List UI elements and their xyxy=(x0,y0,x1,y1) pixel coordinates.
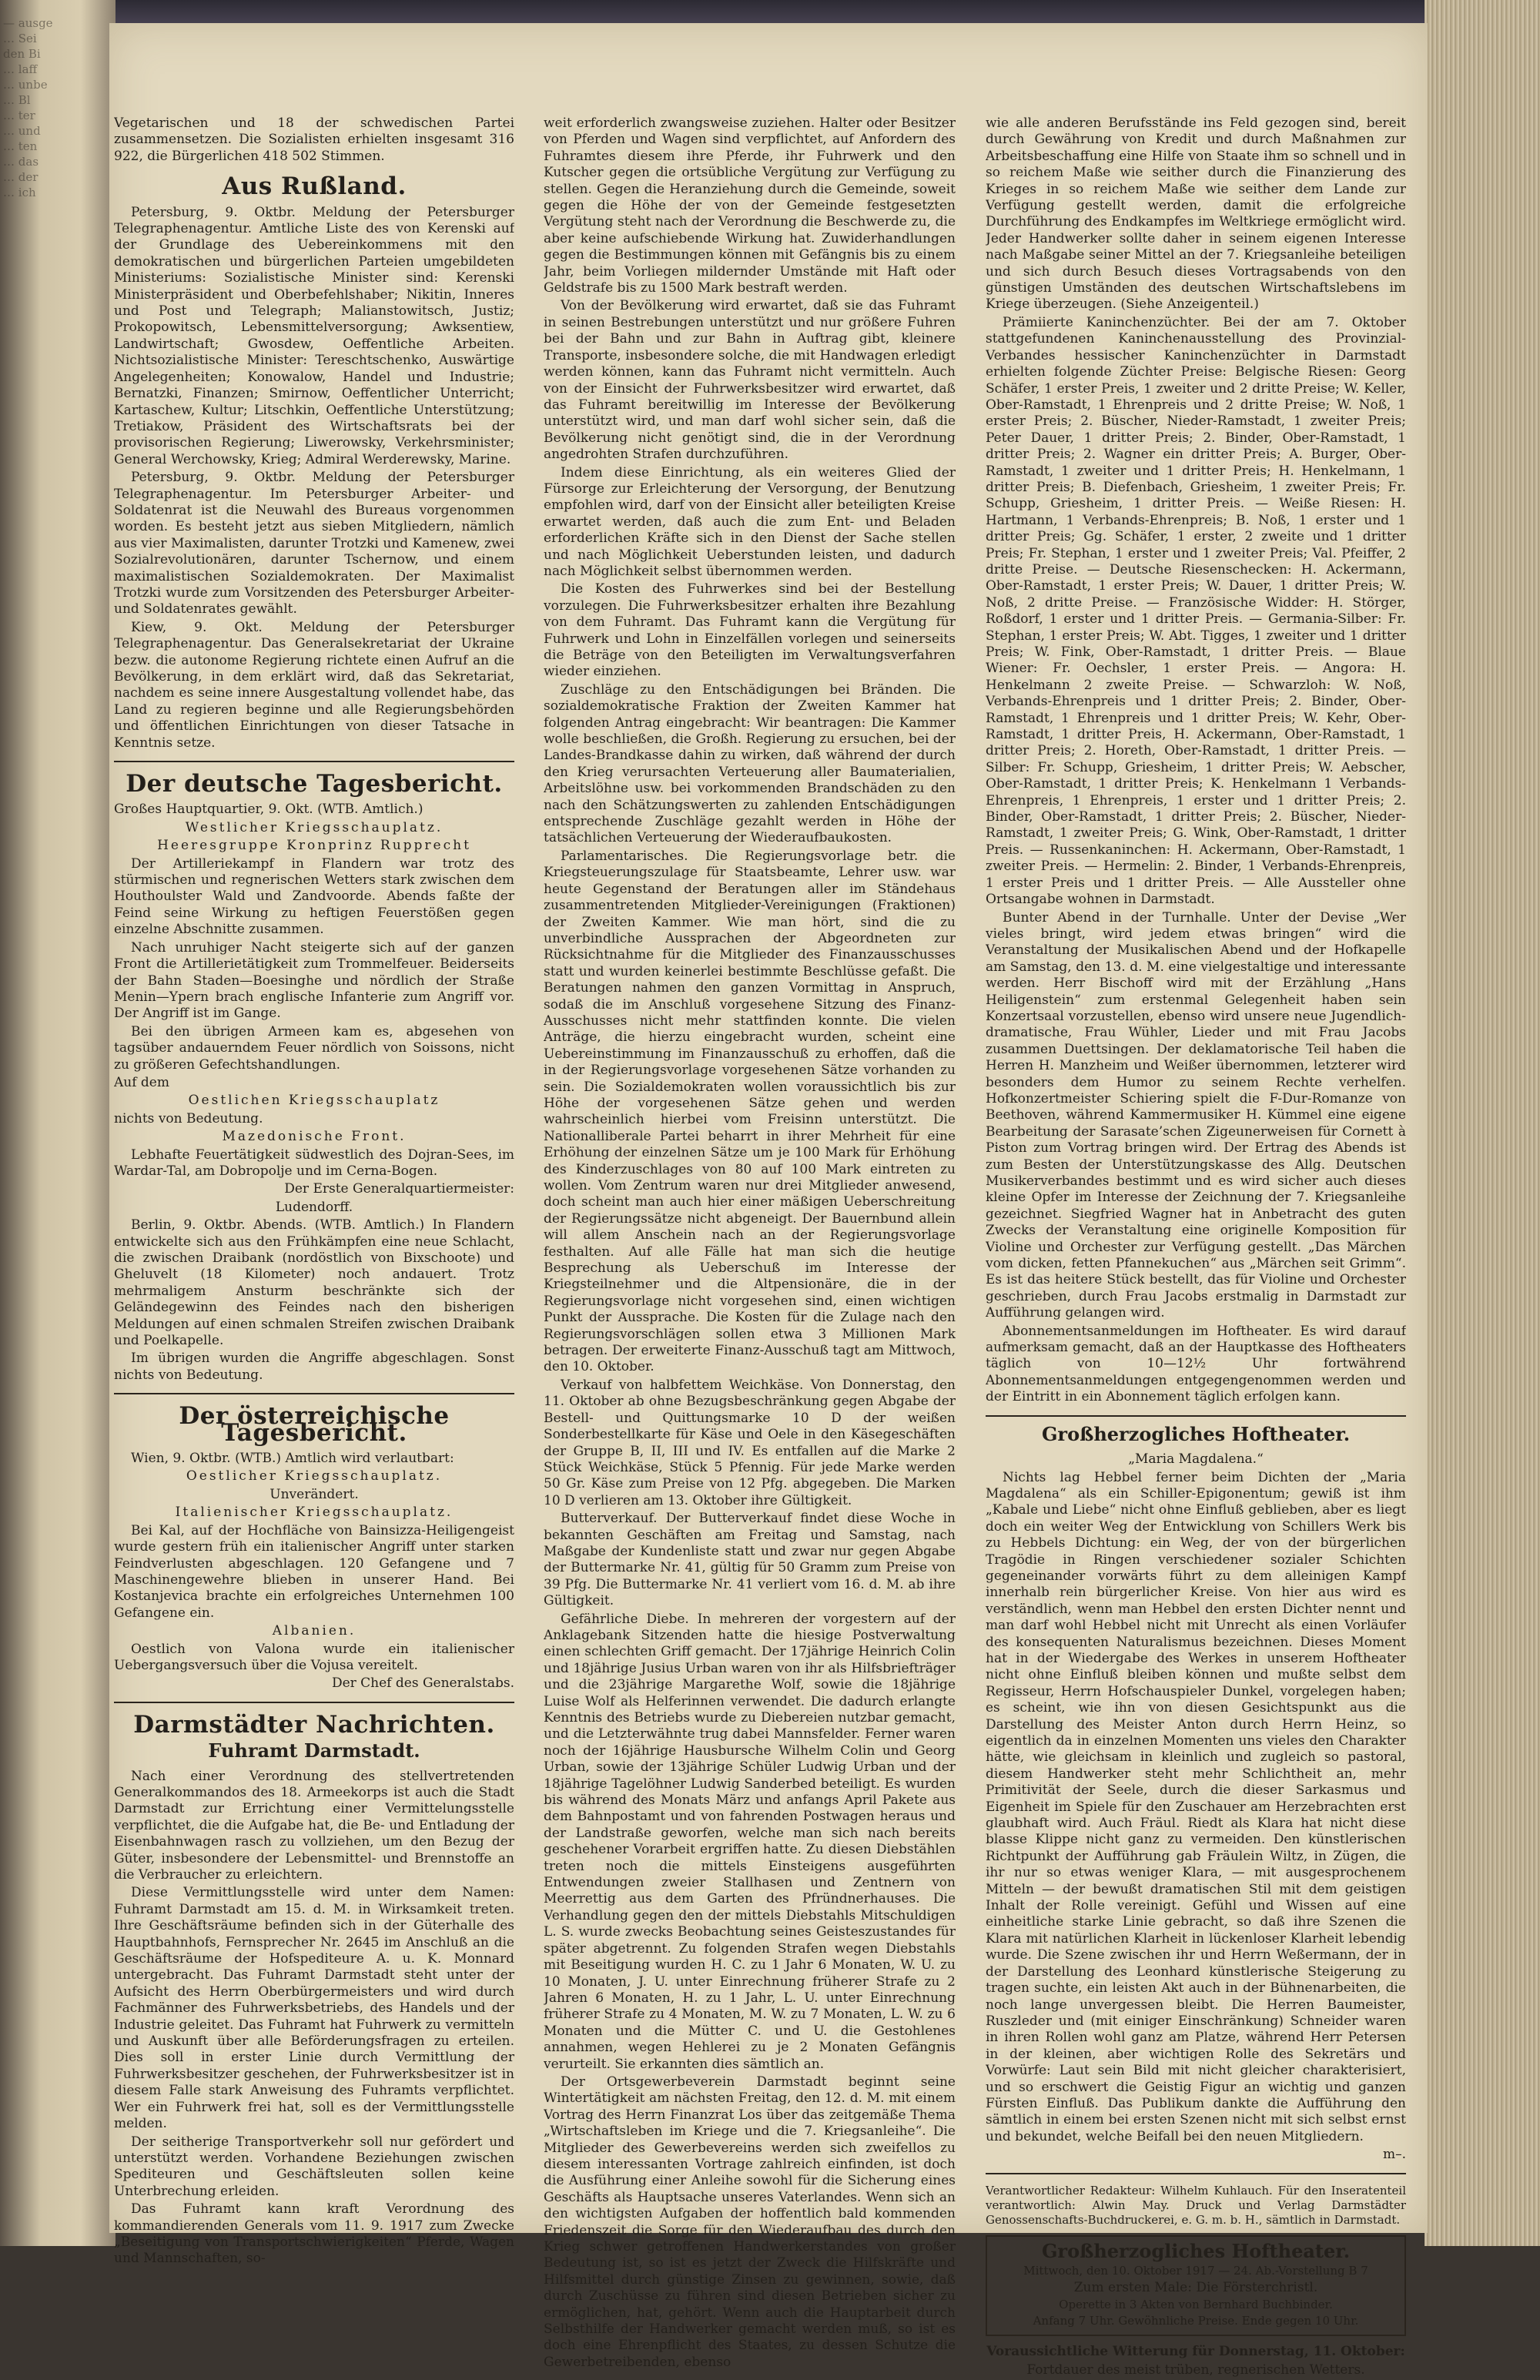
weather-title: Voraussichtliche Witterung für Donnerstag, 11. Oktober: xyxy=(986,2344,1405,2360)
western-front-title: Westlicher Kriegsschauplatz. xyxy=(185,819,444,835)
thieves-article: Gefährliche Diebe. In mehreren der vorgestern auf der Anklagebank Sitzenden hatte die hiesige Postverwaltung einen schlechten Griff gemacht. Der 17jährige Heinrich Colin und 18jährige Jusius Urban waren von ihr als Hilfsbriefträger und die 23jährige Margarethe Wolf, sowie die 18jährige Luise Wolf als Helferinnen verwendet. Die dadurch erlangte Kenntnis des Betriebs wurde zu Diebereien nutzbar gemacht, und die Letzterwähnte trug dabei Mannsfelder. Ferner waren noch der 16jährige Hausbursche Wilhelm Colin und Georg Urban, sowie der 13jährige Schüler Ludwig Urban und der 18jährige Tagelöhner Ludwig Sanderbed beteiligt. Es wurden bis während des Monats März und anfangs April Pakete aus dem Bahnpostamt und von fahrenden Postwagen heraus und der Landstraße geworfen, welche man sich nach bereits geschehener Vorarbeit ergriffen hatte. Zu diesen Diebstählen treten noch die mittels Einsteigens ausgeführten Entwendungen zweier Stallhasen und Zentnern von Meerrettig aus dem Garten des Pfründnerhauses. Die Verhandlung gegen den der mittels Diebstahls Mitschuldigen L. S. wurde zwecks Beobachtung seines Geisteszustandes für später abgetrennt. Zu folgenden Strafen wegen Diebstahls mit Beseitigung wurden H. C. zu 1 Jahr 6 Monaten, W. U. zu 10 Monaten, J. U. unter Einrechnung früherer Strafe zu 2 Jahren 6 Monaten, H. zu 1 Jahr, L. U. unter Einrechnung früherer Strafe zu 4 Monaten, M. W. zu 7 Monaten, L. W. zu 6 Monaten und die Mütter C. und U. die Gestohlenes annahmen, wegen Hehlerei zu je 2 Monaten Gefängnis verurteilt. Sie erkannten dies sämtlich an. xyxy=(544,1611,956,2072)
russia-paragraph-3: Kiew, 9. Okt. Meldung der Petersburger Telegraphenagentur. Das Generalsekretariat der Ukraine bezw. die autonome Regierung richtete einen Aufruf an die Bevölkerung, in dem erklärt wird, daß das Sekretariat, nachdem es seine innere Ausgestaltung vollendet habe, das Land zu regieren beginne und alle Regierungsbehörden und öffentlichen Einrichtungen von dieser Tatsache in Kenntnis setze. xyxy=(114,619,514,751)
heading-hoftheater-review: Großherzogliches Hoftheater. xyxy=(1041,1422,1351,1445)
cheese-sale-article: Verkauf von halbfettem Weichkäse. Von Donnerstag, den 11. Oktober ab ohne Bezugsbeschränkung gegen Abgabe der Bestell- und Quittungsmarke 10 D der weißen Sonderbestellkarte für Käse und Oele in den Käsegeschäften der Gruppe B, II, III und IV. Es entfallen auf die Marke 2 Stück Weichkäse, Stück 5 Pfennig. Für jede Marke werden 50 Gr. Käse zum Preise von 12 Pfg. abgegeben. Die Marken 10 D verlieren am 13. Oktober ihre Gültigkeit. xyxy=(544,1377,956,1508)
heading-fuhramt-darmstadt: Fuhramt Darmstadt. xyxy=(208,1739,420,1762)
fuhramt-paragraph-1: Nach einer Verordnung des stellvertretenden Generalkommandos des 18. Armeekorps ist auch die Stadt Darmstadt zur Errichtung einer Vermittelungsstelle verpflichtet, die die Aufgabe hat, die Be- und Entladung der Eisenbahnwagen rasch zu vollziehen, um den Bezug der Güter, insbesondere der Lebensmittel- und Brennstoffe an die Verbraucher zu erleichtern. xyxy=(114,1768,514,1883)
imprint: Verantwortlicher Redakteur: Wilhelm Kuhlauch. Für den Inseratenteil verantwortlich: Alwin May. Druck und Verlag Darmstädter Genossenschafts-Buchdruckerei, e. G. m. b. H., sämtlich in Darmstadt. xyxy=(986,2183,1406,2227)
austrian-eastern-front-title: Oestlicher Kriegsschauplatz. xyxy=(186,1468,443,1485)
berlin-paragraph-2: Im übrigen wurden die Angriffe abgeschlagen. Sonst nichts von Bedeutung. xyxy=(114,1351,514,1383)
opening-fragment: Vegetarischen und 18 der schwedischen Partei zusammensetzen. Die Sozialisten erhielten insgesamt 316 922, die Bürgerlichen 418 502 Stimmen. xyxy=(114,115,514,164)
program-times: Anfang 7 Uhr. Gewöhnliche Preise. Ende gegen 10 Uhr. xyxy=(1033,2314,1359,2328)
rabbit-breeders-article: Prämiierte Kaninchenzüchter. Bei der am 7. Oktober stattgefundenen Kaninchenausstellung des Provinzial-Verbandes hessischer Kaninchenzüchter in Darmstadt erhielten folgende Züchter Preise: Belgische Riesen: Georg Schäfer, 1 erster Preis, 1 zweiter und 2 dritte Preise; W. Keller, Ober-Ramstadt, 1 Ehrenpreis und 2 dritte Preise; W. Noß, 1 erster Preis; 2. Büscher, Nieder-Ramstadt, 1 zweiter Preis; Peter Dauer, 1 dritter Preis; 2. Binder, Ober-Ramstadt, 1 dritter Preis; 2. Wagner ein dritter Preis; A. Burger, Ober-Ramstadt, 1 zweiter und 1 dritter Preis; H. Henkelmann, 1 dritter Preis; B. Diefenbach, Griesheim, 1 zweiter Preis; Fr. Schupp, Griesheim, 1 dritter Preis. — Weiße Riesen: H. Hartmann, 1 Verbands-Ehrenpreis; B. Noß, 1 erster und 1 dritter Preis; Gg. Schäfer, 1 erster, 2 zweite und 1 dritter Preis; Fr. Stephan, 1 erster und 1 zweiter Preis; Val. Pfeiffer, 2 dritte Preise. — Deutsche Riesenschecken: H. Ackermann, Ober-Ramstadt, 1 erster Preis; W. Dauer, 1 dritter Preis; W. Noß, 2 dritte Preise. — Französische Widder: H. Störger, Roßdorf, 1 erster und 1 dritter Preis. — Germania-Silber: Fr. Stephan, 1 erster Preis; W. Abt. Tigges, 1 zweiter und 1 dritter Preis; W. Fink, Ober-Ramstadt, 1 dritter Preis. — Blaue Wiener: Fr. Oechsler, 1 erster Preis. — Angora: H. Henkelmann 2 zweite Preise. — Schwarzloh: W. Noß, Verbands-Ehrenpreis und 1 dritter Preis; 2. Binder, Ober-Ramstadt, 1 Ehrenpreis und 1 dritter Preis; W. Kehr, Ober-Ramstadt, 1 dritter Preis, H. Ackermann, Ober-Ramstadt, 1 dritter Preis; 2. Horeth, Ober-Ramstadt, 1 dritter Preis. — Silber: Fr. Schupp, Griesheim, 1 dritter Preis; W. Aebscher, Ober-Ramstadt, 1 dritter Preis; K. Henkelmann 1 Verbands-Ehrenpreis, 1 Ehrenpreis, 1 erster und 1 dritter Preis; 2. Binder, Ober-Ramstadt, 1 dritter Preis; 2. Büscher, Nieder-Ramstadt, 1 zweiter Preis; G. Wink, Ober-Ramstadt, 1 dritter Preis. — Russenkaninchen: H. Ackermann, Ober-Ramstadt, 1 zweiter Preis. — Hermelin: 2. Binder, 1 Verbands-Ehrenpreis, 1 erster Preis und 1 dritter Preis. — Alle Aussteller ohne Ortsangabe wohnen in Darmstadt. xyxy=(986,314,1406,908)
review-signature: m–. xyxy=(1382,2147,1406,2163)
german-dateline: Großes Hauptquartier, 9. Okt. (WTB. Amtlich.) xyxy=(114,802,424,818)
fuhramt-paragraph-2: Diese Vermittlungsstelle wird unter dem Namen: Fuhramt Darmstadt am 15. d. M. in Wirksamkeit treten. Ihre Geschäftsräume befinden sich in der Güterhalle des Hauptbahnhofs, Fernsprecher Nr. 2645 im Anschluß an die Geschäftsräume der Hofspediteure A. u. K. Monnard untergebracht. Das Fuhramt Darmstadt steht unter der Aufsicht des Herrn Oberbürgermeisters und wird durch Fachmänner des Fuhrwerksbetriebs, des Handels und der Industrie geleitet. Das Fuhramt hat Fuhrwerk zu vermitteln und Auskunft über alle Beförderungsfragen zu erteilen. Dies soll in erster Linie durch Vermittlung der Fuhrwerksbesitzer geschehen, der Fuhrwerksbesitzer ist in diesem Falle stark Anweisung des Fuhramts verpflichtet. Wer ein Fuhrwerk frei hat, soll es der Vermittlungsstelle melden. xyxy=(114,1885,514,2132)
theater-review-text: Nichts lag Hebbel ferner beim Dichten der „Maria Magdalena“ als ein Schiller-Epigonentum; gewiß ist ihm „Kabale und Liebe“ nicht ohne Einfluß geblieben, aber es liegt doch ein weiter Weg der Entwicklung von Schillers Werk bis zu Hebbels Dichtung: ein Weg, der von der bürgerlichen Tragödie in Ringen verschiedener sozialer Schichten gegeneinander vorwärts führt zu dem alleinigen Kampf innerhalb rein bürgerlicher Kreise. Von hier aus wird es verständlich, wenn man Hebbel den ersten Dichter nennt und man darf wohl Hebbel nicht mit Unrecht als einen Vorläufer des konsequenten Naturalismus bezeichnen. Dieses Moment hat in der Wiedergabe des Werkes in unserem Hoftheater nicht ohne Einfluß bleiben können und mußte selbst dem Regisseur, Herrn Hofschauspieler Dunkel, vorgelegen haben; es scheint, wie ihn von diesen Gesichtspunkt aus die Darstellung des Meister Anton durch Herrn Heinz, so eigentlich da in einzelnen Momenten uns vieles den Charakter hätte, wie gleichsam in kleinlich und zugleich so pastoral, diesem Handwerker steht mehr Schlichtheit an, mehr Primitivität der Seele, durch die dieser Sarkasmus und Eigenheit im Spiele für den Zuschauer am Herzebrachten erst glaubhaft wird. Auch Fräul. Riedt als Klara hat nicht diese blasse Klippe nicht ganz zu vermeiden. Den künstlerischen Richtpunkt der Aufführung gab Fräulein Wiltz, in Zügen, die ihr nur so etwas weniger Klara, — mit ausgesprochenem Mitteln — der bewußt dramatischen Stil mit dem geistigen Inhalt der Rolle vereinigt. Gefühl und Wissen auf eine einheitliche starke Linie gebracht, so daß ihre Szenen die Klara mit natürlichen Klarheit in lückenloser Klarheit lebendig wurde. Die Szene zwischen ihr und Herrn Weßermann, der in der Darstellung des Leonhard künstlerische Steigerung zu tragen suchte, ein leisten Akt auch in der Bühnenarbeiten, die noch lange unvergessen bleibt. Die Herren Baumeister, Ruszleder und (mit einiger Einschränkung) Schneider waren in ihren Rollen wohl ganz am Platze, während Herr Petersen in der kleinen, aber wichtigen Rolle des Sekretärs und Vorwürfe: Laut sein Bild mit nicht gleicher charakterisiert, und so erschwert die Geistig Figur an wichtig und ganzen Fürsten Einfluß. Das Publikum dankte die Aufführung den sämtlich in einem bei ersten Szenen nicht mit sich selbst ernst und bekundet, welche Beifall bei den neuen Mitgliedern. xyxy=(986,1469,1406,2144)
program-date: Mittwoch, den 10. Oktober 1917 — 24. Ab.-Vorstellung B 7 xyxy=(1023,2263,1368,2278)
theater-program-box xyxy=(986,2235,1406,2337)
fuhramt-population: Von der Bevölkerung wird erwartet, daß sie das Fuhramt in seinen Bestrebungen unterstützt und nur größere Fuhren bei der Bahn und zur Bahn in Auftrag gibt, kleinere Transporte, insbesondere solche, die mit Handwagen erledigt werden können, kann das Fuhramt nicht vermitteln. Auch von der Einsicht der Fuhrwerksbesitzer wird erwartet, daß das Fuhramt bereitwillig im Interesse der Bevölkerung unterstützt wird, und man darf wohl sicher sein, daß die Bevölkerung nicht genötigt sind, die in der Verordnung angedrohten Strafen durchzuführen. xyxy=(544,298,956,463)
army-group-title: Heeresgruppe Kronprinz Rupprecht xyxy=(157,838,471,854)
parliamentary-article: Parlamentarisches. Die Regierungsvorlage betr. die Kriegsteuerungszulage für Staatsbeamte, Lehrer usw. war heute Gegenstand der Beratungen aller im Ständehaus zusammentretenden Mitglieder-Vereinigungen (Fraktionen) der Zweiten Kammer. Wie man hört, sind die zu unverbindliche Aussprachen der Abgeordneten zur Rücksichtnahme für die Mitglieder des Finanzausschusses statt und wurden keinerlei bestimmte Beschlüsse gefaßt. Die Beratungen nahmen den ganzen Vormittag in Anspruch, sodaß die im Anschluß vorgesehene Sitzung des Finanz-Ausschusses nicht mehr stattfinden konnte. Die vielen Anträge, die hierzu eingebracht wurden, scheint eine Uebereinstimmung im Finanzausschuß zu erhoffen, daß die in der Regierungsvorlage vorgesehenen Sätze vorhanden zu sein. Die Sozialdemokraten wollen voraussichtlich bis zur Höhe der vorgesehenen Sätze gehen und werden wahrscheinlich hierbei vom Freisinn unterstützt. Die Nationalliberale Partei beharrt in ihrer Mehrheit für eine Erhöhung der einzelnen Sätze um je 100 Mark für Erhöhung des Kinderzuschlages von 80 auf 100 Mark eintreten zu wollen. Vom Zentrum waren nur drei Mitglieder anwesend, doch scheint man auch hier einer mäßigen Ueberschreitung der Regierungssätze nicht abgeneigt. Der Bauernbund allein will allem Anschein nach an der Regierungsvorlage festhalten. Auf alle Fälle hat man sich die heutige Besprechung als Ueberschuß im Interesse der Kriegsteilnehmer und die Altpensionäre, die in der Regierungsvorlage nicht vorgesehen sind, einen wichtigen Punkt der Aussprache. Die Kosten für die Zulage nach den Regierungsvorschlägen sollen etwa 3 Millionen Mark betragen. Der erweiterte Finanz-Ausschuß tagt am Mittwoch, den 10. Oktober. xyxy=(544,848,956,1375)
german-paragraph-1: Der Artilleriekampf in Flandern war trotz des stürmischen und regnerischen Wetters stark zwischen dem Houthoulster Wald und Zandvoorde. Abends faßte der Feind seine Wirkung zu heftigen Feuerstößen gegen einzelne Abschnitte zusammen. xyxy=(114,855,514,938)
macedonian-front-text: Lebhafte Feuertätigkeit südwestlich des Dojran-Sees, im Wardar-Tal, am Dobropolje und im Cerna-Bogen. xyxy=(114,1146,514,1179)
page-stack-edge xyxy=(1424,0,1540,2246)
program-description: Operette in 3 Akten von Bernhard Buchbinder. xyxy=(1059,2298,1333,2312)
eastern-front-title: Oestlichen Kriegsschauplatz xyxy=(188,1093,440,1109)
left-binding-margin xyxy=(0,0,116,2246)
eastern-front-intro: Auf dem xyxy=(114,1074,169,1090)
german-paragraph-3: Bei den übrigen Armeen kam es, abgesehen von tagsüber andauerndem Feuer nördlich von Soissons, nicht zu größeren Gefechtshandlungen. xyxy=(114,1023,514,1073)
fuhramt-continued: weit erforderlich zwangsweise zuziehen. Halter oder Besitzer von Pferden und Wagen sind verpflichtet, auf Anfordern des Fuhramtes diesem ihre Pferde, ihr Fuhrwerk und den Kutscher gegen die ortsübliche Vergütung zur Verfügung zu stellen. Gegen die Heranziehung durch die Gemeinde, soweit gegen die Höhe der von der Gemeinde festgesetzten Vergütung steht nach der Verordnung die Beschwerde zu, die aber keine aufschiebende Wirkung hat. Zuwiderhandlungen gegen die Bestimmungen können mit Gefängnis bis zu einem Jahr, beim Vorliegen mildernder Umstände mit Haft oder Geldstrafe bis zu 1500 Mark bestraft werden. xyxy=(544,115,956,296)
macedonian-front-title: Mazedonische Front. xyxy=(222,1129,407,1145)
austrian-unchanged: Unverändert. xyxy=(270,1486,359,1502)
column-1 xyxy=(114,115,514,2269)
trade-association-article: Der Ortsgewerbeverein Darmstadt beginnt seine Wintertätigkeit am nächsten Freitag, den 12. d. M. mit einem Vortrag des Herrn Finanzrat Los über das zeitgemäße Thema „Wirtschaftsleben im Kriege und die 7. Kriegsanleihe“. Die Mitglieder des Gewerbevereins werden sich zweifellos zu diesem interessanten Vortrage zahlreich einfinden, ist doch die Ausführung einer Anleihe sowohl für die Sicherung eines Geschäfts als Hauptsache unseres Vaterlandes. Wenn sich an den wichtigsten Aufgaben der hoffentlich bald kommenden Friedenszeit die Sorge für den Wiederaufbau des durch den Krieg schwer getroffenen Handwerkerstandes von großer Bedeutung ist, so ist es jetzt der Zweck die Hilfskräfte und Hilfsmittel durch günstige Zinsen zu gewinnen, sowie, daß durch Zuschüsse zu führen sind diesen Betrieben sicher zu ermöglichen, hat, gehört. Wenn auch die Hauptarbeit durch Selbsthilfe der Handwerker gemacht werden muß, so ist es doch eine Ehrenpflicht des Staates, zu dessen Schutze die Gewerbetreibenden, ebenso xyxy=(544,2074,956,2370)
divider xyxy=(114,1393,514,1394)
column-3 xyxy=(986,115,1406,2380)
heading-aus-russland: Aus Rußland. xyxy=(222,172,407,201)
butter-sale-article: Butterverkauf. Der Butterverkauf findet diese Woche in bekannten Geschäften am Freitag und Samstag, nach Maßgabe der Kundenliste statt und zwar nur gegen Abgabe der Buttermarke Nr. 41, gültig für 50 Gramm zum Preise von 39 Pfg. Die Buttermarke Nr. 41 verliert vom 16. d. M. ab ihre Gültigkeit. xyxy=(544,1511,956,1609)
russia-paragraph-1: Petersburg, 9. Oktbr. Meldung der Petersburger Telegraphenagentur. Amtliche Liste des von Kerenski auf der Grundlage des Uebereinkommens mit den demokratischen und bürgerlichen Parteien umgebildeten Ministeriums: Sozialistische Minister sind: Kerenski Ministerpräsident und Oberbefehlshaber; Nikitin, Inneres und Post und Telegraph; Malianstowitsch, Justiz; Prokopowitsch, Lebensmittelversorgung; Awksentiew, Landwirtschaft; Gwosdew, Oeffentliche Arbeiten. Nichtsozialistische Minister: Tereschtschenko, Auswärtige Angelegenheiten; Konowalow, Handel und Industrie; Bernatzki, Finanzen; Smirnow, Oeffentlicher Unterricht; Kartaschew, Kultur; Litschkin, Oeffentliche Unterstützung; Tretiakow, Präsident des Wirtschaftsrats bei der provisorischen Regierung; Liwerowsky, Verkehrsminister; General Werchowsky, Krieg; Admiral Werderewsky, Marine. xyxy=(114,204,514,467)
divider xyxy=(114,761,514,762)
fuhramt-paragraph-3: Der seitherige Transportverkehr soll nur gefördert und unterstützt werden. Vorhandene Beziehungen zwischen Spediteuren und Geschäftsleuten sollen keine Unterbrechung erleiden. xyxy=(114,2134,514,2199)
subscription-article: Abonnementsanmeldungen im Hoftheater. Es wird darauf aufmerksam gemacht, daß an der Hauptkasse des Hoftheaters täglich von 10—12½ Uhr fortwährend Abonnementsanmeldungen entgegengenommen werden und der Eintritt in ein Abonnement täglich erfolgen kann. xyxy=(986,1323,1406,1405)
heading-deutsche-tagesbericht: Der deutsche Tagesbericht. xyxy=(126,770,503,798)
fuhramt-costs: Die Kosten des Fuhrwerkes sind bei der Bestellung vorzulegen. Die Fuhrwerksbesitzer erhalten ihre Bezahlung von dem Fuhramt. Das Fuhramt kann die Vergütung für Fuhrwerk und Lohn in Einzelfällen vorlegen und seinerseits die Beträge von den Beteiligten im Verwaltungsverfahren wieder einziehen. xyxy=(544,581,956,680)
eastern-front-text: nichts von Bedeutung. xyxy=(114,1110,263,1126)
fuhramt-cooperation: Indem diese Einrichtung, als ein weiteres Glied der Fürsorge zur Erleichterung der Versorgung, der Benutzung empfohlen wird, darf von der Einsicht aller beteiligten Kreise erwartet werden, daß auch die zum Ent- und Beladen erforderlichen Kräfte sich in den Dienst der Sache stellen und nach Möglichkeit Ueberstunden leisten, und dadurch nach Möglichkeit selbst übernommen werden. xyxy=(544,464,956,579)
austrian-signature: Der Chef des Generalstabs. xyxy=(331,1675,514,1692)
italian-front-title: Italienischer Kriegsschauplatz. xyxy=(175,1505,454,1521)
divider xyxy=(114,1702,514,1703)
albania-text: Oestlich von Valona wurde ein italienischer Uebergangsversuch über die Vojusa vereitelt. xyxy=(114,1641,514,1673)
fuhramt-paragraph-4: Das Fuhramt kann kraft Verordnung des kommandierenden Generals vom 11. 9. 1917 zum Zwecke „Beseitigung von Transportschwierigkeiten“ Pferde, Wagen und Mannschaften, so- xyxy=(114,2201,514,2267)
program-play: Zum ersten Male: Die Försterchristl. xyxy=(1073,2279,1318,2295)
divider xyxy=(986,1415,1406,1417)
berlin-paragraph: Berlin, 9. Oktbr. Abends. (WTB. Amtlich.) In Flandern entwickelte sich aus den Frühkämpfen eine neue Schlacht, die zwischen Draibank (nordöstlich von Bixschoote) und Gheluvelt (18 Kilometer) noch andauert. Trotz mehrmaligem Ansturm beschränkte sich der Geländegewinn des Feindes nach den bisherigen Meldungen auf einen schmalen Streifen zwischen Draibank und Poelkapelle. xyxy=(114,1217,514,1349)
program-title: Großherzogliches Hoftheater. xyxy=(1041,2239,1351,2262)
trade-association-continued: wie alle anderen Berufsstände ins Feld gezogen sind, bereit durch Gewährung von Kredit und durch Maßnahmen zur Arbeitsbeschaffung eine Hilfe von Staate ihm so schnell und in so reichem Maße wie seither durch die Finanzierung des Krieges in so reichem Maße wie seither dem Lande zur Verfügung gestellt werden, damit die erfolgreiche Durchführung des Endkampfes im Weltkriege ermöglicht wird. Jeder Handwerker sollte daher in seinem eigenen Interesse nach Maßgabe seiner Mittel an der 7. Kriegsanleihe beteiligen und sich durch Besuch dieses Vortragsabends von den günstigen Umständen des deutschen Wirtschaftslebens im Kriege überzeugen. (Siehe Anzeigenteil.) xyxy=(986,115,1406,313)
russia-paragraph-2: Petersburg, 9. Oktbr. Meldung der Petersburger Telegraphenagentur. Im Petersburger Arbeiter- und Soldatenrat ist die Neuwahl des Bureaus vorgenommen worden. Es besteht jetzt aus sieben Mitgliedern, nämlich aus vier Maximalisten, darunter Trotzki und Kamenew, zwei Sozialrevolutionären, darunter Tschernow, und einem maximalistischen Sozialdemokraten. Der Maximalist Trotzki wurde zum Vorsitzenden des Petersburger Arbeiter- und Soldatenrates gewählt. xyxy=(114,470,514,618)
heading-oesterreichische-tagesbericht: Der österreichische Tagesbericht. xyxy=(179,1402,450,1447)
german-paragraph-2: Nach unruhiger Nacht steigerte sich auf der ganzen Front die Artillerietätigkeit zum Trommelfeuer. Beiderseits der Bahn Staden—Boesinghe und nördlich der Straße Menin—Ypern brach englische Infanterie zum Angriff vor. Der Angriff ist im Gange. xyxy=(114,939,514,1022)
heading-darmstaedter-nachrichten: Darmstädter Nachrichten. xyxy=(133,1710,495,1739)
play-title: „Maria Magdalena.“ xyxy=(1128,1451,1264,1468)
italian-front-text: Bei Kal, auf der Hochfläche von Bainsizza-Heiligengeist wurde gestern früh ein italienischer Angriff unter starken Feindverlusten abgeschlagen. 120 Gefangene und 7 Maschinengewehre blieben in unserer Hand. Bei Kostanjevica brachte ein erfolgreiches Unternehmen 100 Gefangene ein. xyxy=(114,1522,514,1621)
adjacent-page-edge-text: — ausge … Sei den Bi … laff … unbe … Bl … ter … und … ten … das … der … ich xyxy=(3,16,53,199)
column-2 xyxy=(544,115,956,2372)
fire-compensation-article: Zuschläge zu den Entschädigungen bei Bränden. Die sozialdemokratische Fraktion der Zweiten Kammer hat folgenden Antrag eingebracht: Wir beantragen: Die Kammer wolle beschließen, die Großh. Regierung zu ersuchen, bei der Landes-Brandkasse dahin zu wirken, daß während der durch den Krieg verursachten Verteuerung aller Baumaterialien, Arbeitslöhne usw. bei vorkommenden Brandschäden zu den nach den Schätzungswerten zu zahlenden Entschädigungen entsprechende Zuschläge gezahlt werden in Höhe der tatsächlichen Verteuerung der Wiederaufbaukosten. xyxy=(544,681,956,846)
divider xyxy=(986,2173,1406,2174)
austrian-dateline: Wien, 9. Oktbr. (WTB.) Amtlich wird verlautbart: xyxy=(131,1451,454,1467)
german-signature-title: Der Erste Generalquartiermeister: xyxy=(284,1181,514,1197)
german-signature-name: Ludendorff. xyxy=(275,1199,353,1215)
variety-evening-article: Bunter Abend in der Turnhalle. Unter der Devise „Wer vieles bringt, wird jedem etwas bringen“ wird die Veranstaltung der Musikalischen Abend und der Hofkapelle am Samstag, den 13. d. M. eine vielgestaltige und interessante werden. Herr Bischoff wird mit der Erzählung „Hans Heiligenstein“ zum erstenmal Gelegenheit haben sein Konzertsaal vorzustellen, ebenso wird unsere neue Jugendlich-dramatische, Frau Wühler, Lieder und mit Frau Jacobs zusammen Duettsingen. Der deklamatorische Teil haben die Herren H. Manzheim und Weißer übernommen, letzterer wird besonders dem Humor zu seinem Rechte verhelfen. Hofkonzertmeister Schiering spielt die F-Dur-Romanze von Beethoven, während Kammermusiker H. Kümmel eine eigene Bearbeitung der Sarasate’schen Zigeunerweisen für Cornett à Piston zum Vortrag bringen wird. Der Ertrag des Abends ist zum Besten der Unterstützungskasse des Allg. Deutschen Musikerverbandes bestimmt und es wird sicher auch dieses kleine Opfer im Interesse der Zeichnung der 7. Kriegsanleihe gezeichnet. Siegfried Wagner hat in Anbetracht des guten Zwecks der Veranstaltung eine originelle Komposition für Violine und Orchester zur Verfügung gestellt. „Das Märchen vom dicken, fetten Pfannekuchen“ aus „Märchen seit Grimm“. Es ist das heitere Stück bestellt, das für Violine und Orchester geschrieben, durch Frau Jacobs erstmalig in Darmstadt zur Aufführung gelangen wird. xyxy=(986,909,1406,1321)
weather-text: Fortdauer des meist trüben, regnerischen Wetters. xyxy=(1026,2362,1365,2378)
albania-title: Albanien. xyxy=(272,1623,357,1639)
newspaper-page xyxy=(109,23,1428,2378)
